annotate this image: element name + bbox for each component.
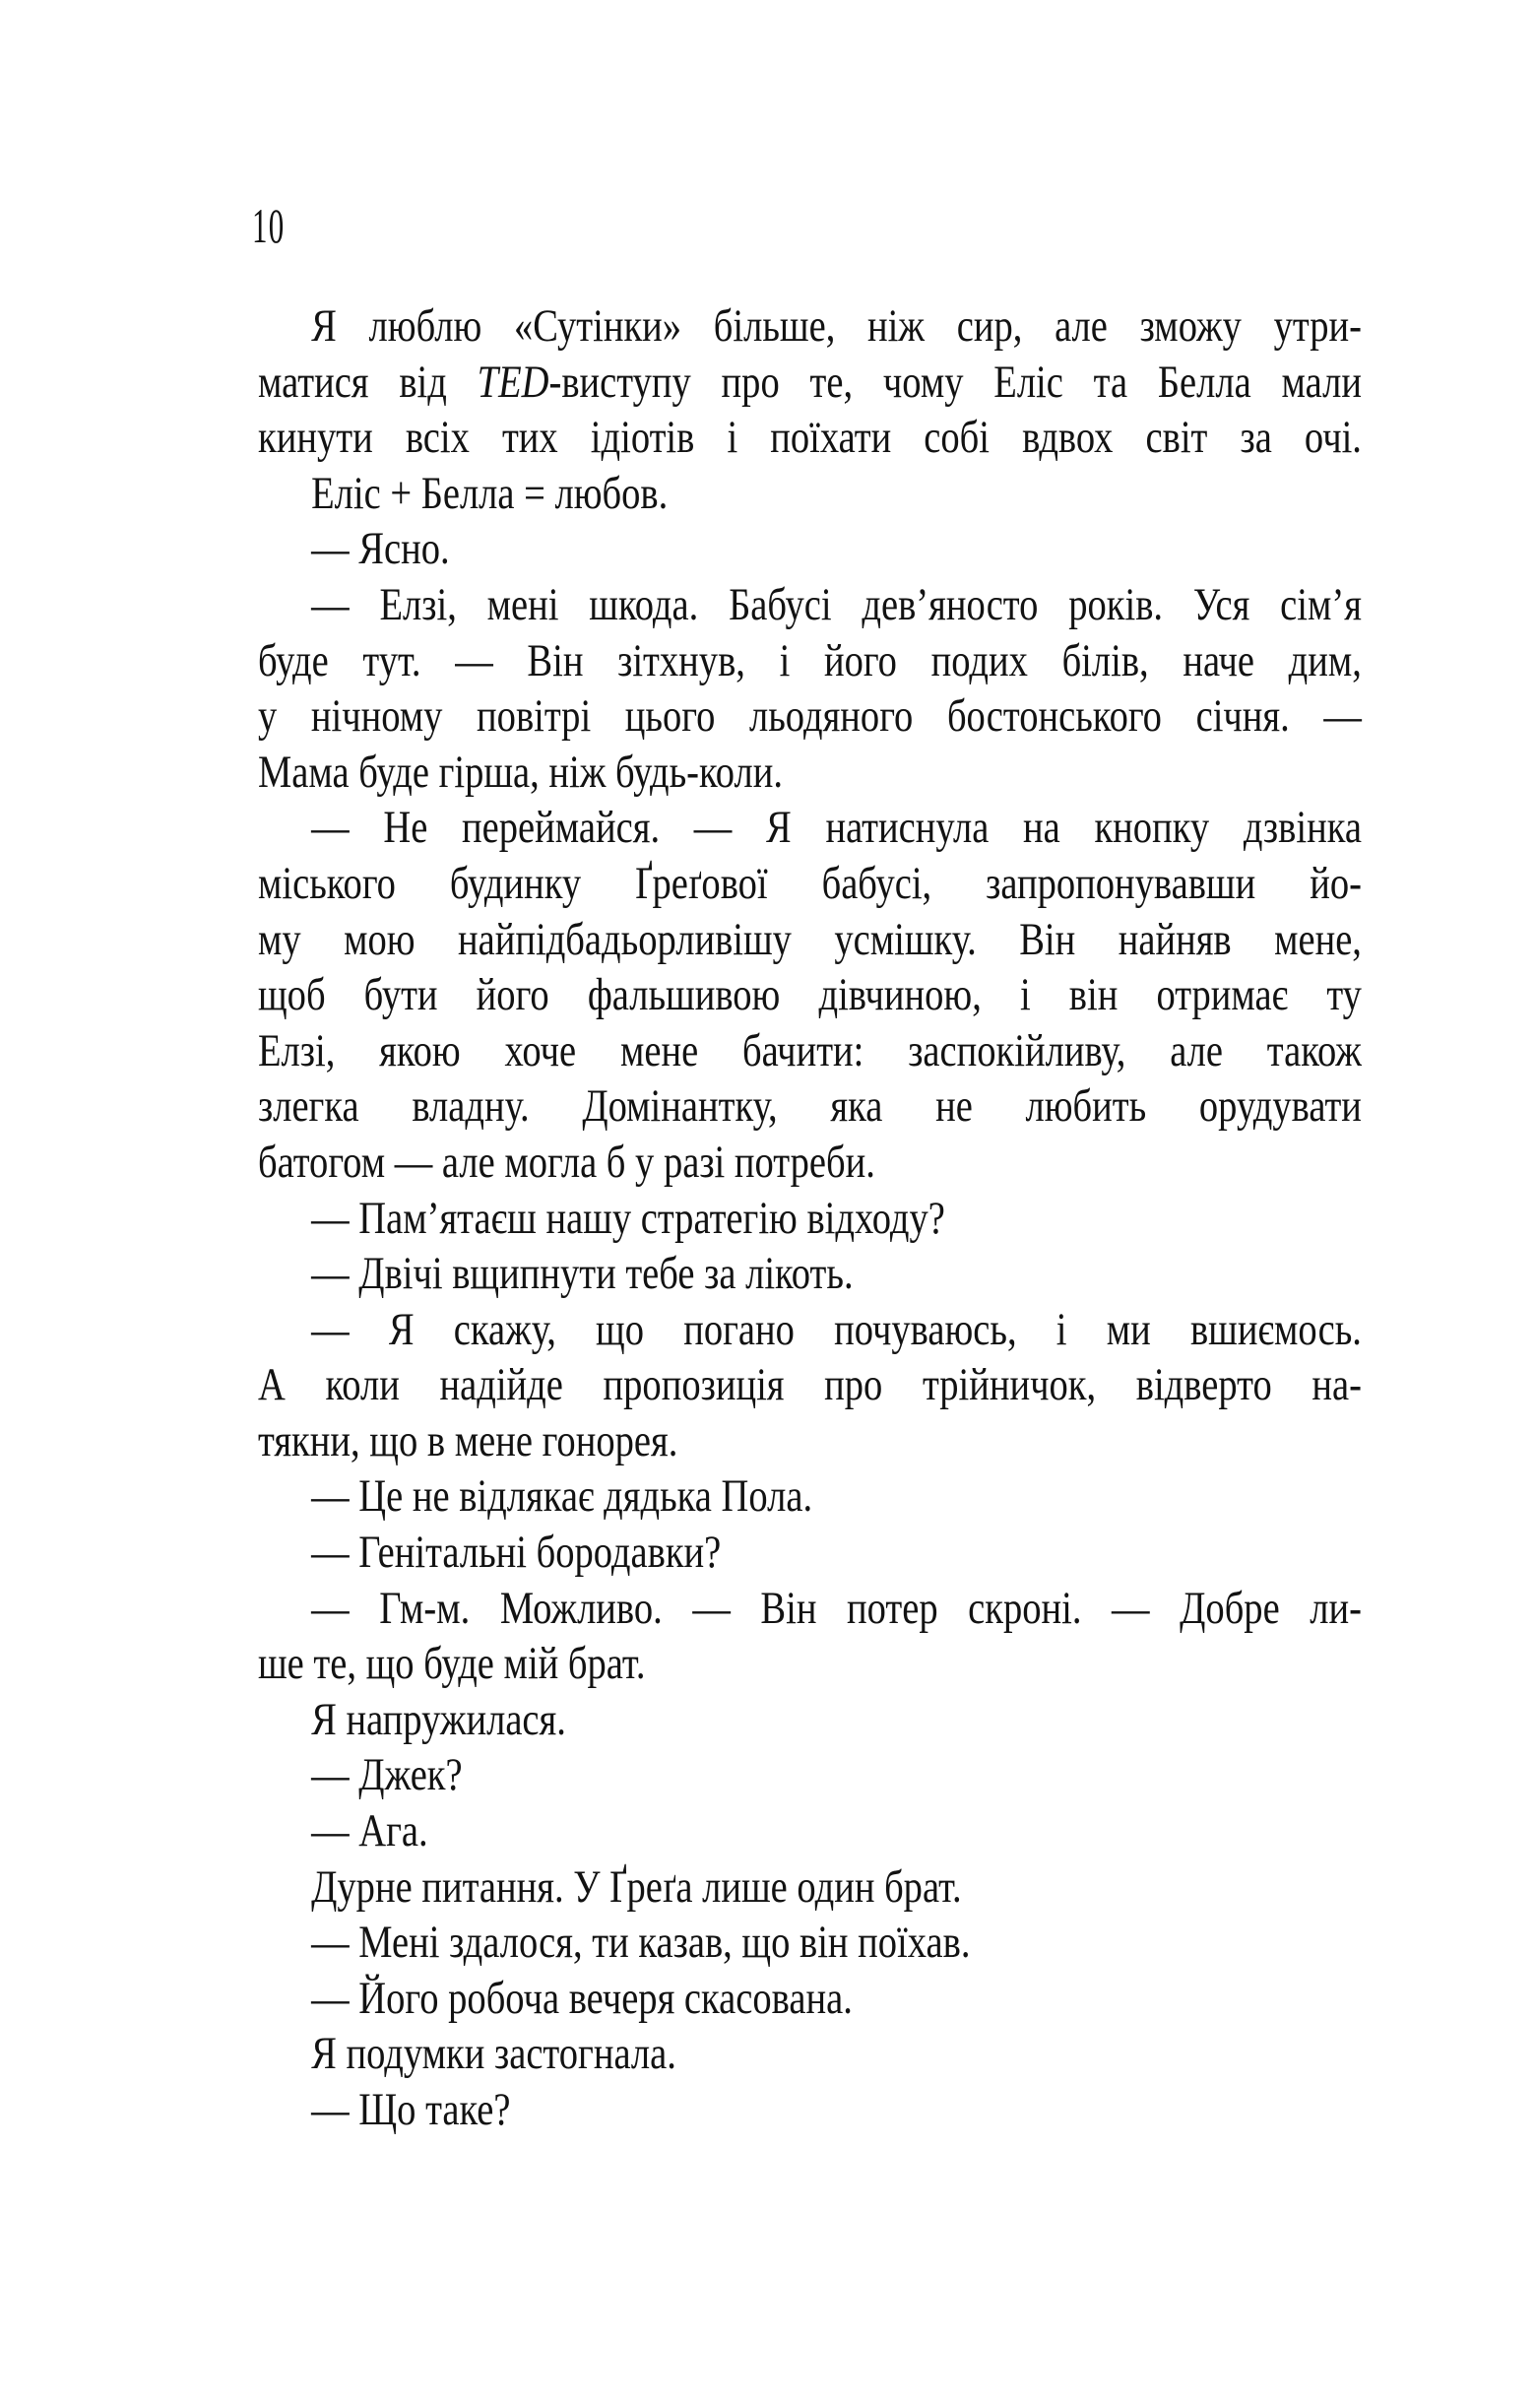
text-line	[258, 1971, 1362, 2027]
text-segment: у нічному повітрі цього льодяного бостонського січня. —	[258, 690, 1362, 743]
text-segment: А коли надійде пропозиція про трійничок, відверто на-	[258, 1359, 1362, 1411]
text-line	[258, 410, 1362, 466]
text-line	[258, 1191, 1362, 1247]
text-segment: щоб бути його фальшивою дівчиною, і він отримає ту	[258, 969, 1362, 1021]
text-line	[258, 298, 1362, 355]
text-segment: Еліс + Белла = любов.	[311, 467, 669, 519]
text-segment: тякни, що в мене гонорея.	[258, 1414, 678, 1466]
text-segment: кинути всіх тих ідіотів і поїхати собі вдвох світ за очі.	[258, 412, 1362, 464]
text-segment: міського будинку Ґреґової бабусі, запропонувавши йо-	[258, 857, 1362, 909]
text-line	[258, 2026, 1362, 2082]
text-segment: — Що таке?	[311, 2084, 511, 2135]
text-segment: Я подумки застогнала.	[311, 2028, 676, 2080]
text-segment: Я люблю «Сутінки» більше, ніж сир, але зможу утри-	[311, 300, 1362, 352]
text-segment: му мою найпідбадьорливішу усмішку. Він найняв мене,	[258, 913, 1362, 965]
text-line	[258, 912, 1362, 968]
text-line	[258, 856, 1362, 912]
text-segment: — Гм-м. Можливо. — Він потер скроні. — Добре ли-	[311, 1582, 1362, 1634]
text-segment: батогом — але могла б у разі потреби.	[258, 1136, 875, 1188]
text-segment: — Пам’ятаєш нашу стратегію відходу?	[311, 1192, 945, 1244]
text-line	[258, 1078, 1362, 1135]
text-segment: Елзі, якою хоче мене бачити: заспокійливу, але також	[258, 1024, 1362, 1076]
text-segment: — Мені здалося, ти казав, що він поїхав.	[311, 1917, 971, 1969]
text-line	[258, 1803, 1362, 1859]
text-line	[258, 1747, 1362, 1803]
text-segment: — Ясно.	[311, 523, 450, 575]
text-line	[258, 355, 1362, 411]
text-segment: Я напружилася.	[311, 1693, 566, 1745]
page-number: 10	[252, 198, 286, 253]
text-line	[258, 521, 1362, 577]
text-line	[258, 745, 1362, 801]
text-segment: — Двічі вщипнути тебе за лікоть.	[311, 1248, 854, 1300]
text-line	[258, 1246, 1362, 1302]
text-segment: Дурне питання. У Ґреґа лише один брат.	[311, 1860, 962, 1913]
text-line	[258, 633, 1362, 689]
italic-text-segment: TED	[477, 356, 549, 408]
text-segment: — Ага.	[311, 1805, 428, 1857]
text-line	[258, 1357, 1362, 1413]
text-block	[258, 298, 1362, 2138]
text-segment: буде тут. — Він зітхнув, і його подих білів, наче дим,	[258, 634, 1362, 686]
text-line	[258, 1692, 1362, 1748]
text-segment: -виступу про те, чому Еліс та Белла мали	[548, 356, 1362, 408]
text-line	[258, 688, 1362, 745]
text-segment: — Джек?	[311, 1749, 463, 1801]
text-line	[258, 967, 1362, 1023]
text-line	[258, 466, 1362, 522]
text-line	[258, 1023, 1362, 1079]
text-segment: злегка владну. Домінантку, яка не любить орудувати	[258, 1080, 1362, 1133]
text-line	[258, 1915, 1362, 1971]
text-line	[258, 577, 1362, 633]
text-line	[258, 1413, 1362, 1469]
text-segment: — Його робоча вечеря скасована.	[311, 1972, 853, 2024]
text-line	[258, 1468, 1362, 1525]
text-segment: — Це не відлякає дядька Пола.	[311, 1470, 813, 1523]
text-segment: — Я скажу, що погано почуваюсь, і ми вшиємось.	[311, 1303, 1362, 1355]
text-line	[258, 2082, 1362, 2138]
text-line	[258, 800, 1362, 856]
text-segment: — Елзі, мені шкода. Бабусі дев’яносто років. Уся сім’я	[311, 578, 1362, 630]
text-line	[258, 1302, 1362, 1358]
text-line	[258, 1859, 1362, 1916]
text-segment: — Генітальні бородавки?	[311, 1527, 722, 1579]
text-line	[258, 1581, 1362, 1637]
text-line	[258, 1525, 1362, 1581]
text-segment: матися від	[258, 356, 478, 408]
text-segment: Мама буде гірша, ніж будь-коли.	[258, 746, 784, 798]
text-line	[258, 1135, 1362, 1191]
text-line	[258, 1636, 1362, 1692]
text-segment: — Не переймайся. — Я натиснула на кнопку дзвінка	[311, 802, 1362, 854]
text-segment: ше те, що буде мій брат.	[258, 1638, 646, 1690]
